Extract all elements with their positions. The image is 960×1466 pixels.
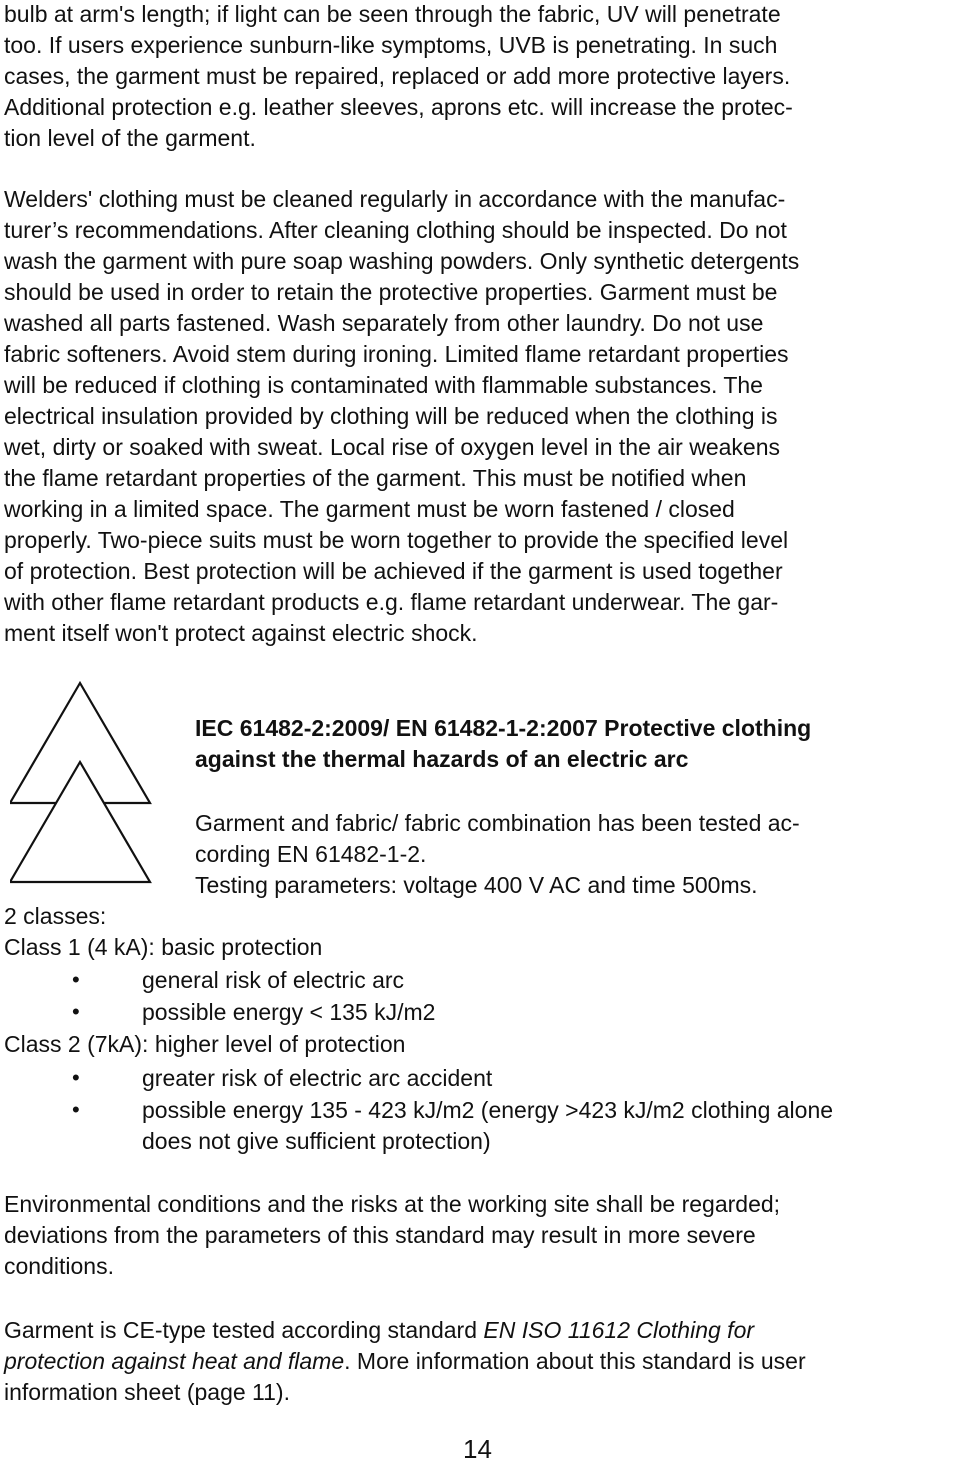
text-line: turer’s recommendations. After cleaning clothing should be inspected. Do not (4, 217, 787, 243)
text-run: . More information about this standard is user (344, 1348, 806, 1374)
list-item-continuation: does not give sufficient protection) (142, 1128, 491, 1154)
text-line: Additional protection e.g. leather sleeves, aprons etc. will increase the protec- (4, 94, 793, 120)
triangle-lower-icon (10, 762, 150, 882)
text-run: Garment is CE-type tested according standard (4, 1317, 484, 1343)
text-line: wet, dirty or soaked with sweat. Local rise of oxygen level in the air weakens (4, 434, 780, 460)
electric-arc-pictogram-icon (10, 680, 160, 890)
text-line: will be reduced if clothing is contaminated with flammable substances. The (4, 372, 763, 398)
text-line: Environmental conditions and the risks at the working site shall be regarded; (4, 1191, 781, 1217)
text-line: wash the garment with pure soap washing powders. Only synthetic detergents (4, 248, 800, 274)
text-line: Welders' clothing must be cleaned regularly in accordance with the manufac- (4, 186, 786, 212)
list-item: possible energy 135 - 423 kJ/m2 (energy >423 kJ/m2 clothing alone (142, 1097, 834, 1123)
text-line: deviations from the parameters of this standard may result in more severe (4, 1222, 756, 1248)
text-line: electrical insulation provided by clothing will be reduced when the clothing is (4, 403, 778, 429)
standard-name-italic: EN ISO 11612 Clothing for (483, 1317, 755, 1343)
text-line: the flame retardant properties of the garment. This must be notified when (4, 465, 747, 491)
text-line: bulb at arm's length; if light can be seen through the fabric, UV will penetrate (4, 1, 781, 27)
standard-name-italic: protection against heat and flame (4, 1348, 345, 1374)
list-item: possible energy < 135 kJ/m2 (142, 999, 436, 1025)
bullet-icon: • (72, 1097, 80, 1122)
text-line: conditions. (4, 1253, 114, 1279)
standard-desc-line: Testing parameters: voltage 400 V AC and time 500ms. (195, 872, 758, 898)
text-line: ment itself won't protect against electric shock. (4, 620, 478, 646)
standard-title-line: IEC 61482-2:2009/ EN 61482-1-2:2007 Protective clothing (195, 715, 812, 741)
standard-desc-line: Garment and fabric/ fabric combination has been tested ac- (195, 810, 800, 836)
text-line: properly. Two-piece suits must be worn together to provide the specified level (4, 527, 789, 553)
bullet-icon: • (72, 999, 80, 1024)
text-line (4, 1347, 806, 1375)
text-line: tion level of the garment. (4, 125, 256, 151)
standard-desc-line: cording EN 61482-1-2. (195, 841, 427, 867)
text-line: washed all parts fastened. Wash separately from other laundry. Do not use (4, 310, 764, 336)
text-line: too. If users experience sunburn-like symptoms, UVB is penetrating. In such (4, 32, 778, 58)
text-line: of protection. Best protection will be achieved if the garment is used together (4, 558, 783, 584)
list-item: general risk of electric arc (142, 967, 405, 993)
text-line: with other flame retardant products e.g. flame retardant underwear. The gar- (4, 589, 779, 615)
text-line: information sheet (page 11). (4, 1379, 290, 1405)
page-number: 14 (463, 1434, 492, 1464)
text-line: fabric softeners. Avoid stem during ironing. Limited flame retardant properties (4, 341, 789, 367)
text-line: should be used in order to retain the protective properties. Garment must be (4, 279, 778, 305)
list-item: greater risk of electric arc accident (142, 1065, 493, 1091)
text-line: cases, the garment must be repaired, replaced or add more protective layers. (4, 63, 791, 89)
text-line: working in a limited space. The garment must be worn fastened / closed (4, 496, 735, 522)
class2-heading: Class 2 (7kA): higher level of protection (4, 1031, 406, 1057)
classes-intro: 2 classes: (4, 903, 107, 929)
bullet-icon: • (72, 1065, 80, 1090)
class1-heading: Class 1 (4 kA): basic protection (4, 934, 323, 960)
standard-title-line: against the thermal hazards of an electric arc (195, 746, 689, 772)
bullet-icon: • (72, 967, 80, 992)
text-line (4, 1316, 754, 1344)
